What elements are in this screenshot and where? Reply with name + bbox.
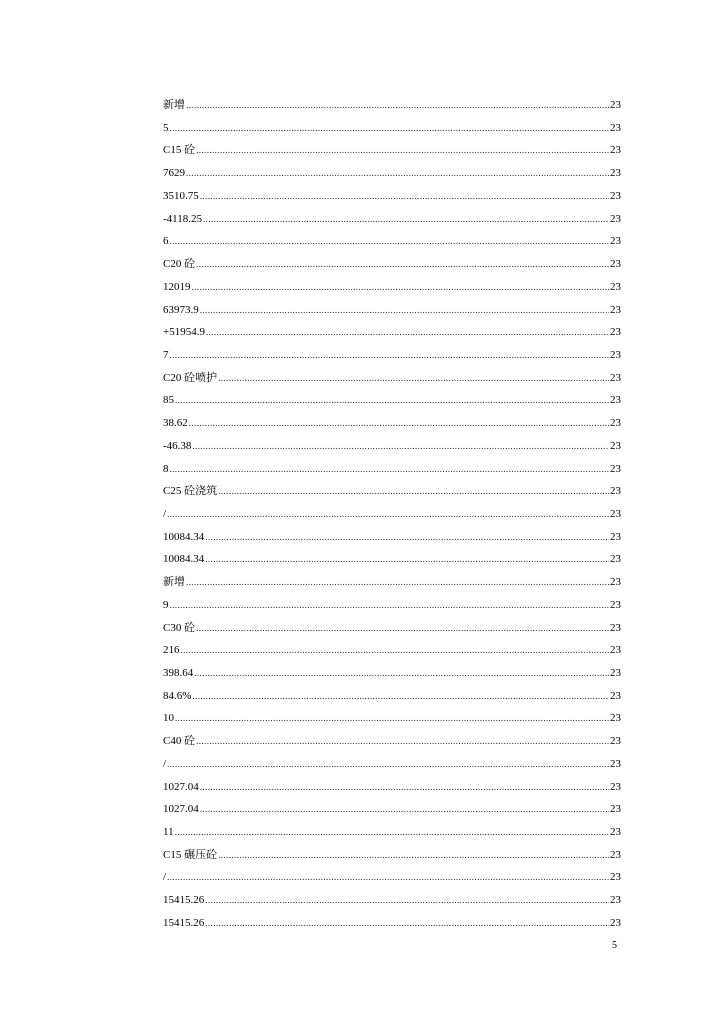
toc-entry-label: 8 — [163, 462, 169, 475]
toc-entry-label: 12019 — [163, 280, 191, 293]
dot-leader — [192, 276, 610, 299]
toc-entry[interactable] — [163, 594, 621, 617]
toc-entry[interactable] — [163, 912, 621, 935]
dot-leader — [205, 912, 609, 935]
toc-entry-label: +51954.9 — [163, 326, 205, 339]
dot-leader — [218, 844, 609, 867]
toc-entry[interactable] — [163, 662, 621, 685]
toc-entry-page: 23 — [610, 348, 621, 361]
toc-entry-label: C15 砼 — [163, 144, 196, 157]
toc-entry[interactable] — [163, 435, 621, 458]
toc-entry-page: 23 — [610, 417, 621, 430]
toc-entry-label: 3510.75 — [163, 189, 199, 202]
toc-entry[interactable] — [163, 276, 621, 299]
toc-entry-page: 23 — [610, 757, 621, 770]
dot-leader — [205, 889, 609, 912]
toc-entry-page: 23 — [610, 916, 621, 929]
toc-entry-page: 23 — [610, 667, 621, 679]
toc-entry-label: / — [163, 871, 167, 884]
dot-leader — [175, 821, 609, 844]
toc-entry-page: 23 — [610, 780, 621, 793]
toc-entry-label: 398.64 — [163, 667, 194, 679]
toc-entry[interactable] — [163, 94, 621, 117]
toc-entry-page: 23 — [610, 326, 621, 339]
toc-entry-page: 23 — [610, 235, 621, 248]
toc-entry[interactable] — [163, 117, 621, 140]
toc-entry-label: 38.62 — [163, 417, 188, 430]
toc-entry[interactable] — [163, 367, 621, 390]
dot-leader — [167, 503, 609, 526]
dot-leader — [200, 776, 609, 799]
table-of-contents — [163, 94, 621, 935]
toc-entry[interactable] — [163, 526, 621, 549]
dot-leader — [194, 662, 609, 685]
dot-leader — [189, 412, 609, 435]
toc-entry[interactable] — [163, 866, 621, 889]
dot-leader — [186, 94, 609, 117]
dot-leader — [186, 571, 609, 594]
toc-entry-label: 新增 — [163, 99, 185, 111]
toc-entry[interactable] — [163, 548, 621, 571]
dot-leader — [192, 435, 609, 458]
dot-leader — [196, 730, 609, 753]
toc-entry-label: C40 砼 — [163, 735, 196, 748]
dot-leader — [181, 639, 610, 662]
dot-leader — [167, 866, 609, 889]
toc-entry-page: 23 — [610, 871, 621, 884]
dot-leader — [196, 253, 609, 276]
toc-entry-label: 85 — [163, 394, 174, 407]
toc-entry-page: 23 — [610, 439, 621, 452]
toc-entry-page: 23 — [610, 371, 621, 384]
toc-entry-label: 15415.26 — [163, 894, 205, 907]
toc-entry-label: C30 砼 — [163, 621, 196, 634]
toc-entry-page: 23 — [610, 303, 621, 316]
dot-leader — [170, 117, 610, 140]
toc-entry[interactable] — [163, 185, 621, 208]
dot-leader — [192, 685, 609, 708]
toc-entry[interactable] — [163, 321, 621, 344]
toc-entry-page: 23 — [610, 826, 621, 838]
dot-leader — [167, 753, 609, 776]
toc-entry[interactable] — [163, 821, 621, 844]
toc-entry-label: 7 — [163, 348, 169, 361]
toc-entry[interactable] — [163, 571, 621, 594]
dot-leader — [186, 162, 609, 185]
toc-entry-label: C20 砼 — [163, 258, 196, 271]
dot-leader — [200, 185, 609, 208]
toc-entry-label: 新增 — [163, 576, 185, 589]
dot-leader — [196, 139, 609, 162]
toc-entry-label: 1027.04 — [163, 803, 199, 816]
toc-entry-page: 23 — [610, 848, 621, 861]
dot-leader — [196, 617, 609, 640]
toc-entry[interactable] — [163, 730, 621, 753]
toc-entry-page: 23 — [610, 258, 621, 271]
toc-entry-page: 23 — [610, 462, 621, 475]
toc-entry-page: 23 — [610, 712, 621, 725]
toc-entry[interactable] — [163, 798, 621, 821]
toc-entry-label: 15415.26 — [163, 916, 205, 929]
toc-entry-label: / — [163, 507, 167, 520]
toc-entry-page: 23 — [610, 894, 621, 907]
toc-entry[interactable] — [163, 253, 621, 276]
toc-entry-page: 23 — [610, 99, 621, 111]
dot-leader — [205, 526, 609, 549]
toc-entry-label: 10 — [163, 712, 174, 725]
toc-entry-page: 23 — [610, 530, 621, 543]
toc-entry-label: 6 — [163, 235, 169, 248]
dot-leader — [170, 458, 610, 481]
toc-entry[interactable] — [163, 685, 621, 708]
toc-entry-page: 23 — [610, 553, 621, 566]
toc-entry-label: -4118.25 — [163, 212, 203, 225]
toc-entry-page: 23 — [610, 280, 621, 293]
toc-entry-label: / — [163, 757, 167, 770]
dot-leader — [205, 548, 609, 571]
toc-entry-label: 11 — [163, 826, 174, 838]
toc-entry-page: 23 — [610, 621, 621, 634]
dot-leader — [206, 321, 609, 344]
dot-leader — [175, 389, 609, 412]
toc-entry[interactable] — [163, 707, 621, 730]
dot-leader — [170, 344, 610, 367]
toc-entry-page: 23 — [610, 803, 621, 816]
toc-entry-label: 63973.9 — [163, 303, 199, 316]
toc-entry[interactable] — [163, 162, 621, 185]
toc-entry-page: 23 — [610, 598, 621, 611]
toc-entry-label: C25 砼浇筑 — [163, 485, 218, 498]
dot-leader — [218, 367, 609, 390]
toc-entry[interactable] — [163, 139, 621, 162]
toc-entry[interactable] — [163, 753, 621, 776]
toc-entry-label: -46.38 — [163, 439, 192, 452]
dot-leader — [170, 594, 610, 617]
toc-entry-page: 23 — [610, 394, 621, 407]
toc-entry-label: 84.6% — [163, 689, 192, 702]
page-number: 5 — [612, 940, 617, 951]
toc-entry[interactable] — [163, 458, 621, 481]
toc-entry-page: 23 — [610, 507, 621, 520]
dot-leader — [203, 208, 609, 231]
dot-leader — [218, 480, 609, 503]
toc-entry-label: C20 砼喷护 — [163, 371, 218, 384]
toc-entry-page: 23 — [610, 735, 621, 748]
toc-entry-page: 23 — [610, 167, 621, 180]
toc-entry-label: 216 — [163, 644, 180, 657]
toc-entry-label: 5 — [163, 121, 169, 134]
toc-entry[interactable] — [163, 889, 621, 912]
toc-entry[interactable] — [163, 230, 621, 253]
toc-entry[interactable] — [163, 208, 621, 231]
toc-entry-page: 23 — [610, 689, 621, 702]
toc-entry[interactable] — [163, 299, 621, 322]
dot-leader — [170, 230, 610, 253]
toc-entry[interactable] — [163, 412, 621, 435]
toc-entry-label: 10084.34 — [163, 530, 205, 543]
toc-entry-page: 23 — [610, 576, 621, 589]
dot-leader — [200, 299, 609, 322]
toc-entry[interactable] — [163, 344, 621, 367]
toc-entry[interactable] — [163, 503, 621, 526]
toc-entry-label: C15 碾压砼 — [163, 848, 218, 861]
toc-entry[interactable] — [163, 617, 621, 640]
toc-entry-page: 23 — [610, 212, 621, 225]
toc-entry-label: 10084.34 — [163, 553, 205, 566]
toc-entry-page: 23 — [610, 121, 621, 134]
toc-entry[interactable] — [163, 480, 621, 503]
toc-entry-label: 7629 — [163, 167, 185, 180]
toc-entry-page: 23 — [610, 144, 621, 157]
toc-entry[interactable] — [163, 844, 621, 867]
toc-entry[interactable] — [163, 639, 621, 662]
toc-entry-page: 23 — [610, 189, 621, 202]
toc-entry-page: 23 — [610, 485, 621, 498]
toc-entry[interactable] — [163, 389, 621, 412]
toc-entry-label: 9 — [163, 598, 169, 611]
dot-leader — [175, 707, 609, 730]
toc-entry-page: 23 — [610, 644, 621, 657]
toc-entry[interactable] — [163, 776, 621, 799]
dot-leader — [200, 798, 609, 821]
toc-entry-label: 1027.04 — [163, 780, 199, 793]
